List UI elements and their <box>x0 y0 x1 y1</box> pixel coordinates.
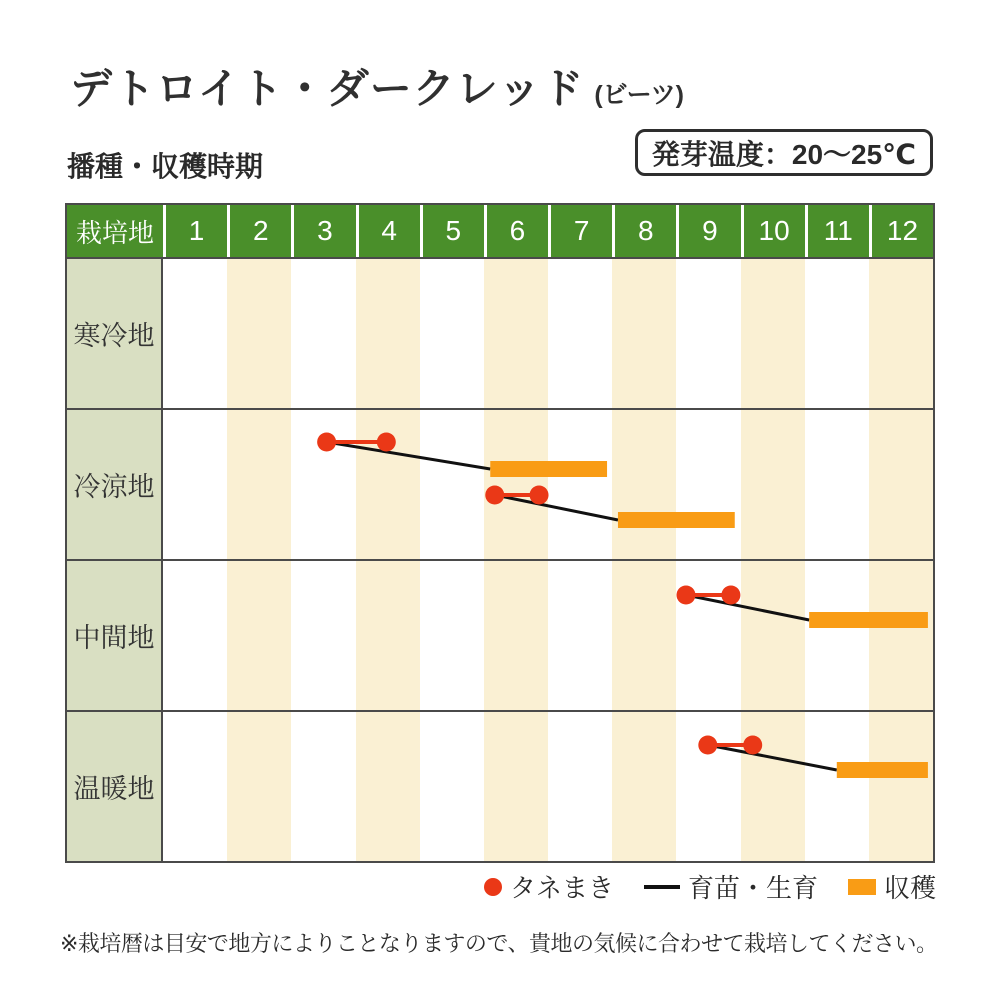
month-stripe-7 <box>548 561 612 710</box>
month-stripe-11 <box>805 259 869 408</box>
growth-line-icon <box>644 885 680 889</box>
month-header-row <box>67 205 933 257</box>
month-header-2: 2 <box>227 205 291 257</box>
month-header-6: 6 <box>484 205 548 257</box>
month-stripe-9 <box>676 712 740 861</box>
region-label: 中間地 <box>67 561 163 710</box>
month-stripe-8 <box>612 259 676 408</box>
legend-item <box>644 868 818 905</box>
month-stripe-10 <box>741 410 805 559</box>
month-stripe-5 <box>420 259 484 408</box>
month-stripe-12 <box>869 410 933 559</box>
month-stripe-6 <box>484 712 548 861</box>
month-stripe-4 <box>356 561 420 710</box>
month-header-5: 5 <box>420 205 484 257</box>
month-stripe-5 <box>420 712 484 861</box>
legend-label: 育苗・生育 <box>687 873 818 903</box>
legend <box>484 868 936 905</box>
calendar-body <box>67 257 933 861</box>
month-stripe-2 <box>227 410 291 559</box>
month-header-12: 12 <box>869 205 933 257</box>
month-header-7: 7 <box>548 205 612 257</box>
legend-label: タネまき <box>509 873 614 903</box>
month-header-10: 10 <box>741 205 805 257</box>
month-stripe-3 <box>291 410 355 559</box>
month-stripe-2 <box>227 712 291 861</box>
month-stripe-8 <box>612 561 676 710</box>
region-month-grid <box>163 259 933 408</box>
month-stripe-7 <box>548 712 612 861</box>
month-stripe-1 <box>163 561 227 710</box>
month-stripe-6 <box>484 561 548 710</box>
month-header-3: 3 <box>291 205 355 257</box>
legend-label: 収穫 <box>883 873 936 903</box>
region-label: 温暖地 <box>67 712 163 861</box>
month-stripe-1 <box>163 712 227 861</box>
variety-title: デトロイト・ダークレッド <box>70 65 585 112</box>
month-stripe-1 <box>163 410 227 559</box>
month-header-4: 4 <box>356 205 420 257</box>
month-stripe-6 <box>484 410 548 559</box>
corner-label: 栽培地 <box>75 217 154 248</box>
month-stripe-7 <box>548 410 612 559</box>
month-stripe-11 <box>805 410 869 559</box>
month-stripe-10 <box>741 561 805 710</box>
month-stripe-4 <box>356 712 420 861</box>
month-stripe-4 <box>356 259 420 408</box>
variety-subtitle: (ビーツ) <box>594 81 684 109</box>
month-stripe-9 <box>676 259 740 408</box>
month-header-1: 1 <box>163 205 227 257</box>
month-stripe-7 <box>548 259 612 408</box>
region-row-寒冷地 <box>67 257 933 408</box>
month-stripe-8 <box>612 712 676 861</box>
sowing-dot-icon <box>484 878 502 896</box>
month-stripe-3 <box>291 259 355 408</box>
region-month-grid <box>163 561 933 710</box>
region-label: 冷涼地 <box>67 410 163 559</box>
region-row-温暖地 <box>67 710 933 861</box>
month-stripe-6 <box>484 259 548 408</box>
month-stripe-2 <box>227 561 291 710</box>
month-stripe-1 <box>163 259 227 408</box>
month-stripe-12 <box>869 561 933 710</box>
month-stripe-9 <box>676 561 740 710</box>
section-heading: 播種・収穫時期 <box>67 151 264 182</box>
legend-item <box>848 868 936 905</box>
germination-temperature-badge: 発芽温度：20〜25℃ <box>635 129 933 176</box>
month-stripe-11 <box>805 712 869 861</box>
footnote: ※栽培暦は目安で地方によりことなりますので、貴地の気候に合わせて栽培してください。 <box>60 931 938 956</box>
month-stripe-12 <box>869 712 933 861</box>
month-stripe-5 <box>420 561 484 710</box>
month-header-9: 9 <box>676 205 740 257</box>
region-month-grid <box>163 410 933 559</box>
region-month-grid <box>163 712 933 861</box>
month-stripe-11 <box>805 561 869 710</box>
region-label: 寒冷地 <box>67 259 163 408</box>
month-stripe-2 <box>227 259 291 408</box>
month-header-8: 8 <box>612 205 676 257</box>
month-stripe-10 <box>741 712 805 861</box>
month-stripe-9 <box>676 410 740 559</box>
planting-calendar-table <box>65 203 935 863</box>
month-stripe-8 <box>612 410 676 559</box>
page-title <box>70 56 684 116</box>
month-stripe-4 <box>356 410 420 559</box>
month-stripe-12 <box>869 259 933 408</box>
region-row-冷涼地 <box>67 408 933 559</box>
region-row-中間地 <box>67 559 933 710</box>
legend-item <box>484 868 614 905</box>
month-header-11: 11 <box>805 205 869 257</box>
month-stripe-3 <box>291 712 355 861</box>
month-stripe-10 <box>741 259 805 408</box>
month-stripe-5 <box>420 410 484 559</box>
month-stripe-3 <box>291 561 355 710</box>
harvest-bar-icon <box>848 879 876 895</box>
